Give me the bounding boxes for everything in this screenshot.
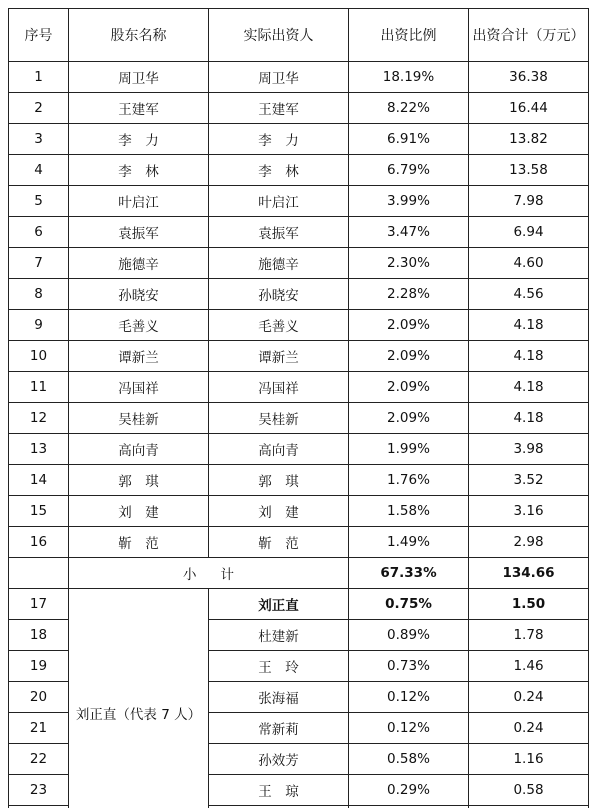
cell-ratio: 2.09% xyxy=(349,372,469,403)
cell-ratio: 0.58% xyxy=(349,744,469,775)
cell-amount: 1.78 xyxy=(469,620,589,651)
cell-index: 5 xyxy=(9,186,69,217)
cell-amount: 4.18 xyxy=(469,372,589,403)
cell-index: 16 xyxy=(9,527,69,558)
cell-shareholder-name: 靳 范 xyxy=(69,527,209,558)
cell-index: 3 xyxy=(9,124,69,155)
cell-shareholder-name: 王建军 xyxy=(69,93,209,124)
cell-ratio: 2.30% xyxy=(349,248,469,279)
cell-shareholder-name: 高向青 xyxy=(69,434,209,465)
cell-actual-investor: 郭 琪 xyxy=(209,465,349,496)
cell-shareholder-name: 孙晓安 xyxy=(69,279,209,310)
cell-shareholder-name: 谭新兰 xyxy=(69,341,209,372)
subtotal-label: 小计 xyxy=(69,558,349,589)
table-row xyxy=(9,589,589,620)
cell-actual-investor: 冯国祥 xyxy=(209,372,349,403)
cell-shareholder-name: 吴桂新 xyxy=(69,403,209,434)
cell-shareholder-name: 郭 琪 xyxy=(69,465,209,496)
table-row xyxy=(9,310,589,341)
cell-ratio: 0.12% xyxy=(349,713,469,744)
cell-actual-investor: 谭新兰 xyxy=(209,341,349,372)
cell-amount: 4.60 xyxy=(469,248,589,279)
cell-index: 8 xyxy=(9,279,69,310)
cell-amount: 13.58 xyxy=(469,155,589,186)
cell-actual-investor: 叶启江 xyxy=(209,186,349,217)
cell-amount: 3.98 xyxy=(469,434,589,465)
cell-actual-investor: 张海福 xyxy=(209,682,349,713)
cell-actual-investor: 王建军 xyxy=(209,93,349,124)
cell-amount: 3.52 xyxy=(469,465,589,496)
cell-index: 11 xyxy=(9,372,69,403)
cell-actual-investor: 孙效芳 xyxy=(209,744,349,775)
cell-index: 13 xyxy=(9,434,69,465)
subtotal-row xyxy=(9,558,589,589)
cell-actual-investor: 孙晓安 xyxy=(209,279,349,310)
cell-ratio: 6.91% xyxy=(349,124,469,155)
header-actual-investor: 实际出资人 xyxy=(209,9,349,62)
cell-ratio: 1.76% xyxy=(349,465,469,496)
table-row xyxy=(9,341,589,372)
subtotal-amount: 134.66 xyxy=(469,558,589,589)
cell-amount: 6.94 xyxy=(469,217,589,248)
cell-ratio: 1.58% xyxy=(349,496,469,527)
cell-amount: 0.24 xyxy=(469,682,589,713)
cell-amount: 1.46 xyxy=(469,651,589,682)
table-row xyxy=(9,527,589,558)
cell-shareholder-name: 毛善义 xyxy=(69,310,209,341)
header-index: 序号 xyxy=(9,9,69,62)
cell-actual-investor: 袁振军 xyxy=(209,217,349,248)
cell-index: 20 xyxy=(9,682,69,713)
cell-amount: 0.24 xyxy=(469,713,589,744)
cell-index: 2 xyxy=(9,93,69,124)
table-row xyxy=(9,496,589,527)
cell-empty xyxy=(9,558,69,589)
cell-actual-investor: 刘正直 xyxy=(209,589,349,620)
cell-actual-investor: 毛善义 xyxy=(209,310,349,341)
cell-amount: 13.82 xyxy=(469,124,589,155)
cell-amount: 3.16 xyxy=(469,496,589,527)
cell-actual-investor: 李 林 xyxy=(209,155,349,186)
table-row xyxy=(9,155,589,186)
group-shareholder-name: 刘正直（代表 7 人） xyxy=(69,589,209,808)
document-sheet xyxy=(8,8,598,808)
cell-ratio: 0.89% xyxy=(349,620,469,651)
table-row xyxy=(9,124,589,155)
header-amount: 出资合计（万元） xyxy=(469,9,589,62)
cell-index: 1 xyxy=(9,62,69,93)
cell-actual-investor: 施德辛 xyxy=(209,248,349,279)
cell-ratio: 1.99% xyxy=(349,434,469,465)
cell-ratio: 0.29% xyxy=(349,775,469,806)
table-row xyxy=(9,186,589,217)
cell-shareholder-name: 李 林 xyxy=(69,155,209,186)
header-ratio: 出资比例 xyxy=(349,9,469,62)
cell-index: 18 xyxy=(9,620,69,651)
table-row xyxy=(9,62,589,93)
cell-amount: 4.18 xyxy=(469,403,589,434)
cell-shareholder-name: 周卫华 xyxy=(69,62,209,93)
cell-actual-investor: 刘 建 xyxy=(209,496,349,527)
cell-shareholder-name: 叶启江 xyxy=(69,186,209,217)
cell-ratio: 3.47% xyxy=(349,217,469,248)
cell-index: 15 xyxy=(9,496,69,527)
cell-amount: 4.18 xyxy=(469,310,589,341)
cell-ratio: 3.99% xyxy=(349,186,469,217)
cell-actual-investor: 李 力 xyxy=(209,124,349,155)
cell-ratio: 18.19% xyxy=(349,62,469,93)
cell-ratio: 6.79% xyxy=(349,155,469,186)
cell-index: 22 xyxy=(9,744,69,775)
header-row xyxy=(9,9,589,62)
cell-ratio: 2.09% xyxy=(349,341,469,372)
cell-amount: 4.18 xyxy=(469,341,589,372)
table-row xyxy=(9,279,589,310)
cell-shareholder-name: 刘 建 xyxy=(69,496,209,527)
cell-index: 9 xyxy=(9,310,69,341)
cell-index: 17 xyxy=(9,589,69,620)
cell-index: 21 xyxy=(9,713,69,744)
cell-amount: 0.58 xyxy=(469,775,589,806)
cell-index: 23 xyxy=(9,775,69,806)
cell-index: 19 xyxy=(9,651,69,682)
subtotal-ratio: 67.33% xyxy=(349,558,469,589)
cell-index: 4 xyxy=(9,155,69,186)
cell-index: 12 xyxy=(9,403,69,434)
table-row xyxy=(9,248,589,279)
cell-ratio: 0.75% xyxy=(349,589,469,620)
cell-ratio: 1.49% xyxy=(349,527,469,558)
cell-actual-investor: 吴桂新 xyxy=(209,403,349,434)
cell-shareholder-name: 施德辛 xyxy=(69,248,209,279)
cell-ratio: 2.09% xyxy=(349,403,469,434)
cell-ratio: 0.73% xyxy=(349,651,469,682)
cell-actual-investor: 周卫华 xyxy=(209,62,349,93)
cell-actual-investor: 王 琼 xyxy=(209,775,349,806)
cell-shareholder-name: 冯国祥 xyxy=(69,372,209,403)
cell-ratio: 8.22% xyxy=(349,93,469,124)
table-row xyxy=(9,434,589,465)
table-row xyxy=(9,465,589,496)
table-row xyxy=(9,217,589,248)
table-row xyxy=(9,372,589,403)
cell-actual-investor: 高向青 xyxy=(209,434,349,465)
cell-amount: 7.98 xyxy=(469,186,589,217)
cell-index: 14 xyxy=(9,465,69,496)
cell-actual-investor: 常新莉 xyxy=(209,713,349,744)
cell-index: 10 xyxy=(9,341,69,372)
cell-amount: 4.56 xyxy=(469,279,589,310)
cell-actual-investor: 杜建新 xyxy=(209,620,349,651)
cell-amount: 1.16 xyxy=(469,744,589,775)
table-body xyxy=(9,62,589,808)
cell-actual-investor: 王 玲 xyxy=(209,651,349,682)
cell-ratio: 2.09% xyxy=(349,310,469,341)
cell-shareholder-name: 李 力 xyxy=(69,124,209,155)
cell-amount: 1.50 xyxy=(469,589,589,620)
cell-ratio: 2.28% xyxy=(349,279,469,310)
table-row xyxy=(9,403,589,434)
cell-index: 6 xyxy=(9,217,69,248)
cell-actual-investor: 靳 范 xyxy=(209,527,349,558)
cell-index: 7 xyxy=(9,248,69,279)
cell-ratio: 0.12% xyxy=(349,682,469,713)
cell-amount: 36.38 xyxy=(469,62,589,93)
table-row xyxy=(9,93,589,124)
cell-shareholder-name: 袁振军 xyxy=(69,217,209,248)
cell-amount: 16.44 xyxy=(469,93,589,124)
header-shareholder-name: 股东名称 xyxy=(69,9,209,62)
cell-amount: 2.98 xyxy=(469,527,589,558)
shareholder-table xyxy=(8,8,589,808)
